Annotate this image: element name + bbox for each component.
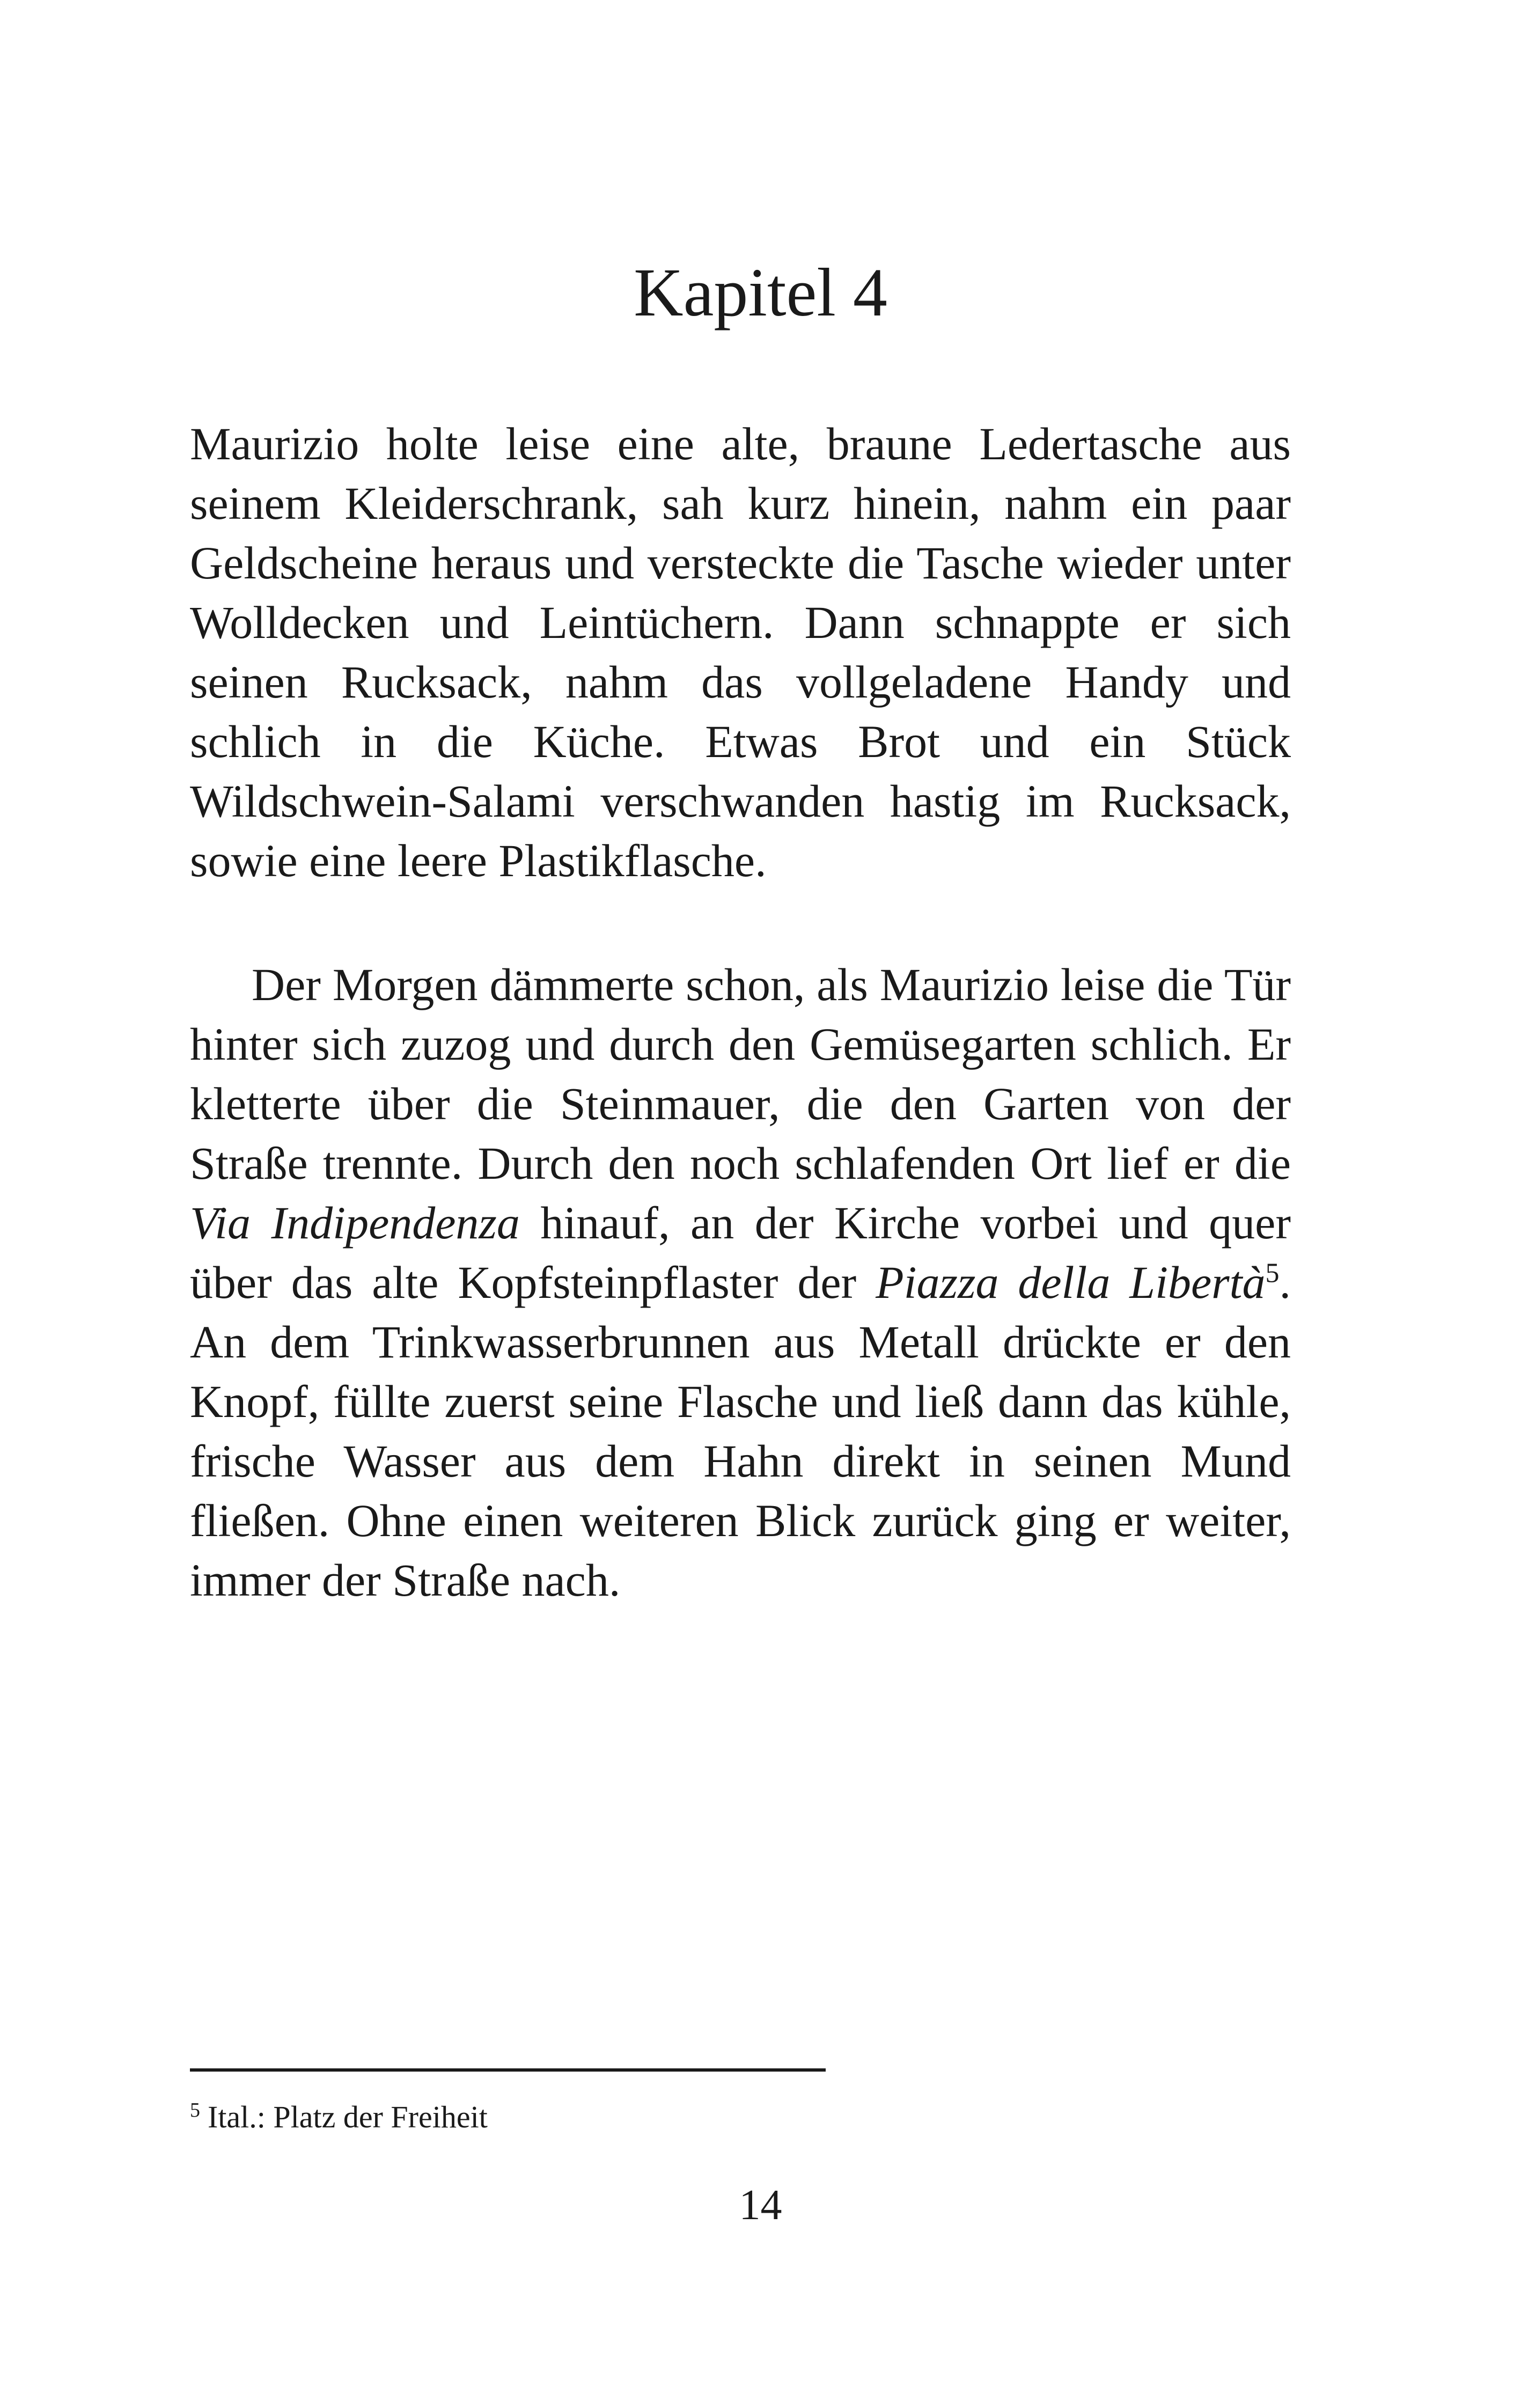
footnote-text: Ital.: Platz der Freiheit: [208, 2099, 488, 2134]
paragraph-1: Maurizio holte leise eine alte, braune Ledertasche aus seinem Kleiderschrank, sah kurz hinein, nahm ein paar Geldscheine heraus und versteckte die Tasche wieder unter Wolldecken und Leintüchern. Dann schnappte er sich seinen Rucksack, nahm das vollgeladene Handy und schlich in die Küche. Etwas Brot und ein Stück Wildschwein-Salami verschwanden hastig im Rucksack, sowie eine leere Plastikflasche.: [190, 418, 1291, 886]
paragraph-2-part-3: . An dem Trinkwasserbrunnen aus Metall drückte er den Knopf, füllte zuerst seine Flasche und ließ dann das kühle, frische Wasser aus dem Hahn direkt in seinen Mund fließen. Ohne einen weiteren Blick zurück ging er weiter, immer der Straße nach.: [190, 1257, 1291, 1606]
chapter-title: Kapitel 4: [634, 254, 887, 331]
piazza-name: Piazza della Libertà: [876, 1257, 1266, 1308]
paragraph-2-part-2: hinauf, an der Kirche vorbei und quer über das alte Kopfsteinpflaster der: [190, 1197, 1291, 1308]
paragraph-2-part-1: Der Morgen dämmerte schon, als Maurizio leise die Tür hinter sich zuzog und durch den Gemüsegarten schlich. Er kletterte über die Steinmauer, die den Garten von der Straße trennte. Durch den noch schlafenden Ort lief er die: [190, 959, 1291, 1189]
footnote-reference[interactable]: 5: [1265, 1258, 1280, 1289]
street-name: Via Indipendenza: [190, 1197, 520, 1249]
footnote-divider: [190, 2068, 826, 2072]
footnote-marker: 5: [190, 2098, 200, 2121]
paragraph-2: [190, 955, 1291, 1610]
page-number: 14: [739, 2182, 782, 2229]
footnote: [190, 2098, 488, 2137]
